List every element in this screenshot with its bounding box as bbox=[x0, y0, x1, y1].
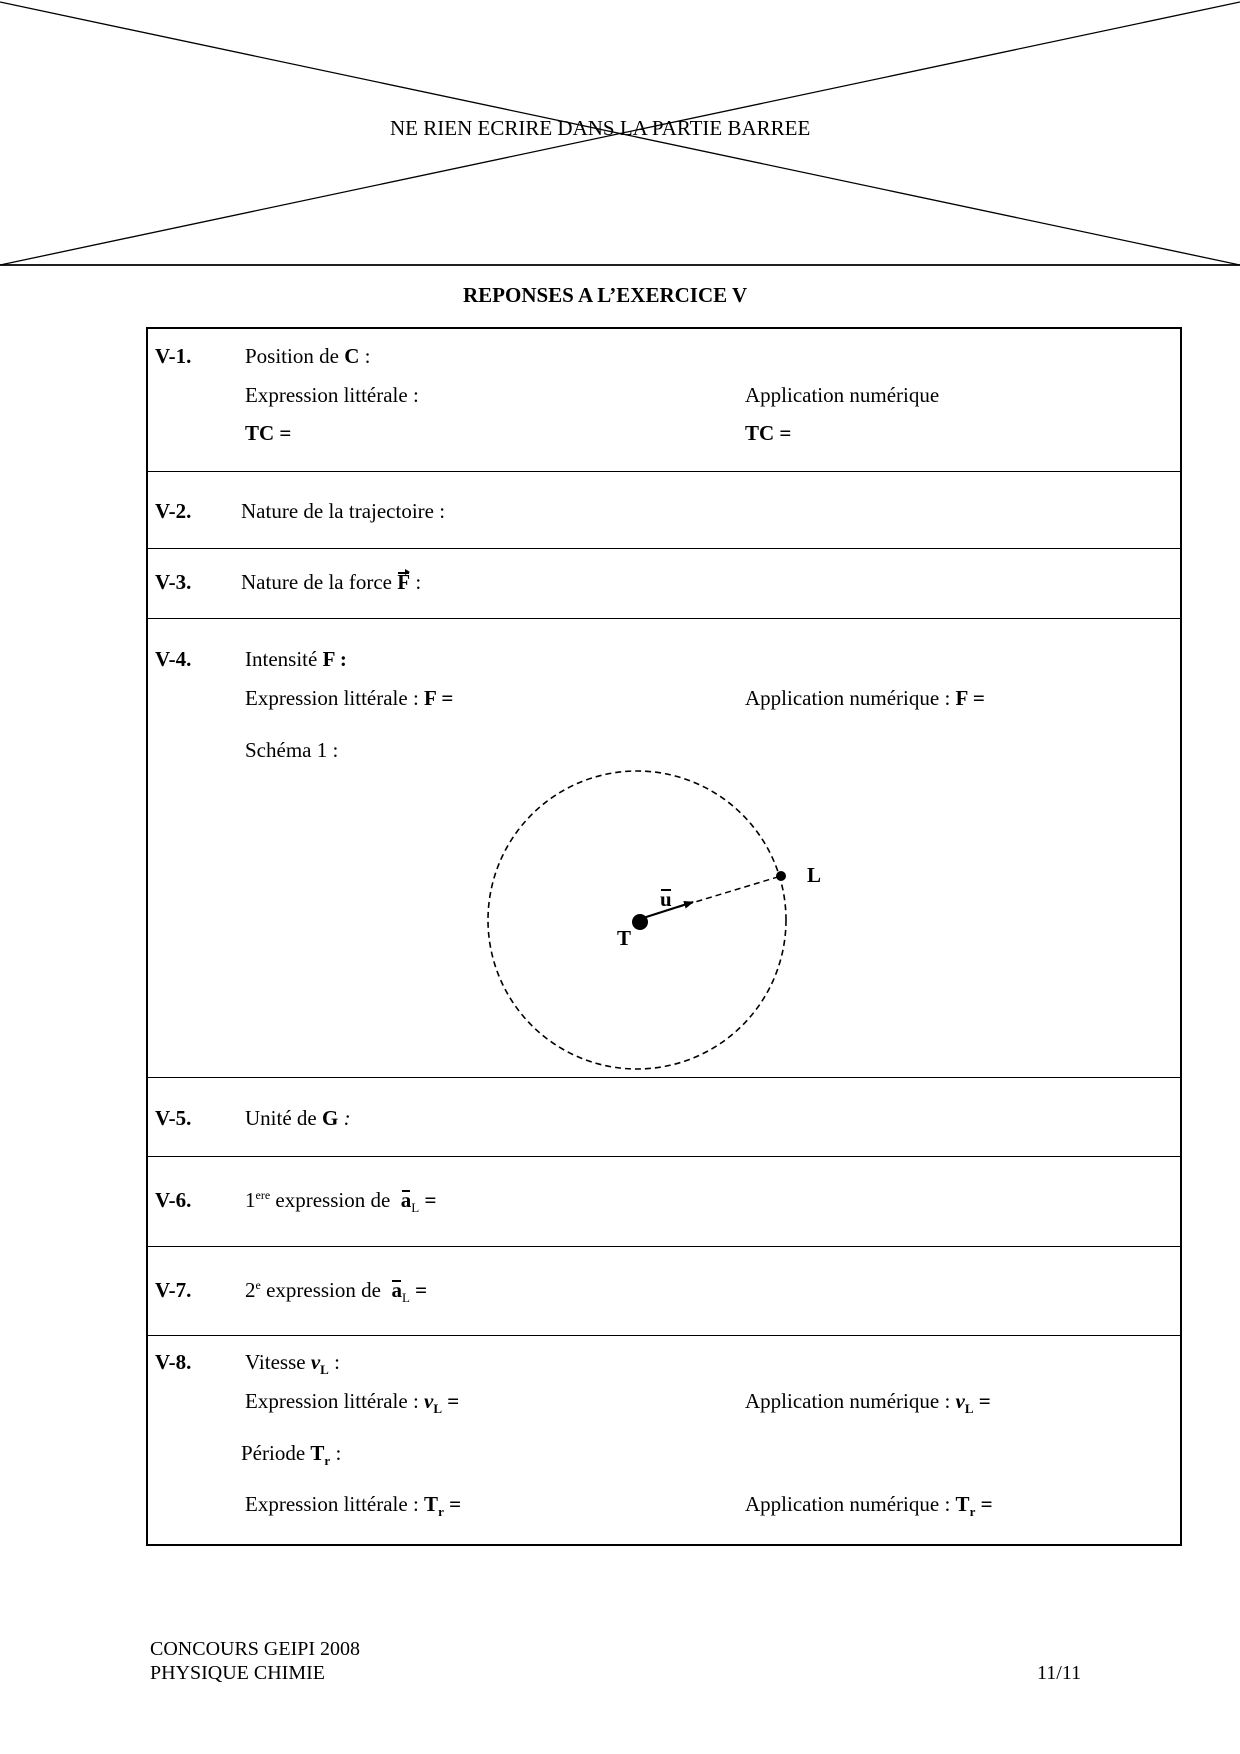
moon-point-l bbox=[776, 871, 786, 881]
row-divider bbox=[146, 471, 1180, 472]
row-divider bbox=[146, 548, 1180, 549]
speed-label: Vitesse $v_L$ : bbox=[245, 1350, 340, 1377]
position-label: Position de C : bbox=[245, 344, 371, 368]
intensity-label: Intensité F : bbox=[245, 647, 347, 671]
point-label-l: L bbox=[807, 863, 822, 887]
row-divider bbox=[146, 1246, 1180, 1247]
period-numeric-answer-field[interactable]: Application numérique : $T_r$ = bbox=[745, 1492, 993, 1519]
tc-numeric-answer-field[interactable]: TC = bbox=[745, 421, 792, 445]
trajectory-answer-field[interactable]: Nature de la trajectoire : bbox=[241, 499, 446, 523]
row-divider bbox=[146, 1335, 1180, 1336]
footer-subject: PHYSIQUE CHIMIE bbox=[150, 1662, 325, 1684]
unit-g-answer-field[interactable]: Unité de G : bbox=[245, 1106, 351, 1130]
force-nature-answer-field[interactable]: Nature de la force F : bbox=[241, 570, 422, 594]
period-label: Période $T_r$ : bbox=[241, 1441, 342, 1468]
force-literal-answer-field[interactable]: Expression littérale : F = bbox=[245, 686, 454, 710]
question-number: V-8. bbox=[155, 1350, 192, 1374]
page-number: 11/11 bbox=[1037, 1662, 1082, 1684]
numeric-application-label: Application numérique bbox=[745, 383, 940, 407]
question-number: V-2. bbox=[155, 499, 192, 523]
second-acceleration-answer-field[interactable]: 2e expression de $a_L$ = bbox=[245, 1278, 428, 1305]
question-number: V-4. bbox=[155, 647, 192, 671]
speed-numeric-answer-field[interactable]: Application numérique : $v_L$ = bbox=[745, 1389, 991, 1416]
question-number: V-7. bbox=[155, 1278, 192, 1302]
vector-label-u: u bbox=[660, 887, 672, 911]
force-vector-symbol: F bbox=[397, 570, 411, 594]
question-number: V-5. bbox=[155, 1106, 192, 1130]
earth-point-t bbox=[632, 914, 648, 930]
speed-literal-answer-field[interactable]: Expression littérale : $v_L$ = bbox=[245, 1389, 460, 1416]
footer-contest: CONCOURS GEIPI 2008 bbox=[150, 1638, 361, 1660]
question-number: V-3. bbox=[155, 570, 192, 594]
force-numeric-answer-field[interactable]: Application numérique : F = bbox=[745, 686, 985, 710]
question-number: V-1. bbox=[155, 344, 192, 368]
row-divider bbox=[146, 1156, 1180, 1157]
row-divider bbox=[146, 1077, 1180, 1078]
barred-area-notice: NE RIEN ECRIRE DANS LA PARTIE BARREE bbox=[390, 116, 811, 140]
row-divider bbox=[146, 618, 1180, 619]
period-literal-answer-field[interactable]: Expression littérale : $T_r$ = bbox=[245, 1492, 462, 1519]
question-number: V-6. bbox=[155, 1188, 192, 1212]
tc-answer-field[interactable]: TC = bbox=[245, 421, 292, 445]
first-acceleration-answer-field[interactable]: 1ere expression de $a_L$ = bbox=[245, 1188, 437, 1215]
orbit-diagram[interactable] bbox=[480, 765, 840, 1075]
point-label-t: T bbox=[617, 926, 632, 950]
schema-label: Schéma 1 : bbox=[245, 738, 339, 762]
page-title: REPONSES A L’EXERCICE V bbox=[463, 283, 748, 307]
literal-expression-label: Expression littérale : bbox=[245, 383, 419, 407]
